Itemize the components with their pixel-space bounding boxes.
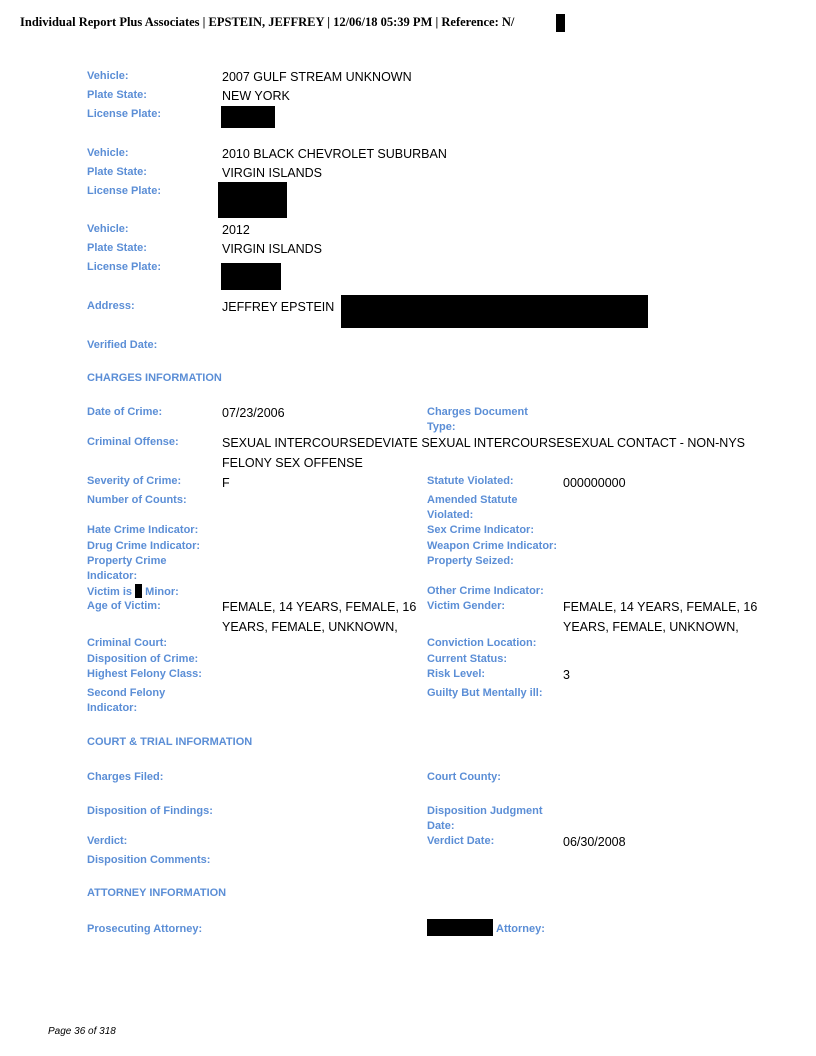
severity-label: Severity of Crime: [87, 475, 182, 487]
value-line: FEMALE, 14 YEARS, FEMALE, 16 [222, 600, 417, 614]
weapon-crime-label: Weapon Crime Indicator: [427, 540, 557, 552]
label-line: Type: [427, 421, 456, 433]
property-crime-label [87, 554, 166, 584]
section-title-attorney: ATTORNEY INFORMATION [87, 887, 227, 899]
section-title-charges: CHARGES INFORMATION [87, 372, 222, 384]
redaction-block [218, 182, 287, 218]
plate-state-label: Plate State: [87, 166, 147, 178]
address-value: JEFFREY EPSTEIN [222, 300, 335, 314]
charges-document-type-label [427, 405, 528, 435]
verdict-date-value: 06/30/2008 [563, 835, 626, 849]
second-felony-label [87, 686, 165, 716]
current-status-label: Current Status: [427, 653, 508, 665]
disposition-of-crime-label: Disposition of Crime: [87, 653, 199, 665]
redaction-block [556, 14, 565, 32]
label-part: Minor: [145, 586, 179, 598]
conviction-location-label: Conviction Location: [427, 637, 537, 649]
redaction-block [427, 919, 493, 936]
disposition-judgment-label [427, 804, 543, 834]
offense-line: SEXUAL INTERCOURSEDEVIATE SEXUAL INTERCOURSESEXUAL CONTACT - NON-NYS [222, 436, 746, 450]
vehicle-value: 2007 GULF STREAM UNKNOWN [222, 70, 412, 84]
label-line: Charges Document [427, 406, 528, 418]
license-plate-label: License Plate: [87, 261, 161, 273]
page-number: Page 36 of 318 [48, 1026, 116, 1037]
plate-state-label: Plate State: [87, 89, 147, 101]
label-line: Amended Statute [427, 494, 518, 506]
charges-filed-label: Charges Filed: [87, 771, 164, 783]
criminal-offense-label: Criminal Offense: [87, 436, 179, 448]
value-line: YEARS, FEMALE, UNKNOWN, [222, 620, 398, 634]
value-line: FEMALE, 14 YEARS, FEMALE, 16 [563, 600, 758, 614]
label-line: Disposition Judgment [427, 805, 543, 817]
redaction-block [135, 584, 142, 598]
address-label: Address: [87, 300, 135, 312]
verdict-label: Verdict: [87, 835, 128, 847]
report-header: Individual Report Plus Associates | EPSTEIN, JEFFREY | 12/06/18 05:39 PM | Reference: N/ [20, 15, 515, 29]
vehicle-label: Vehicle: [87, 147, 129, 159]
highest-felony-class-label: Highest Felony Class: [87, 668, 202, 680]
section-title-court: COURT & TRIAL INFORMATION [87, 736, 253, 748]
vehicle-value: 2012 [222, 223, 250, 237]
offense-line: FELONY SEX OFFENSE [222, 456, 363, 470]
prosecuting-attorney-label: Prosecuting Attorney: [87, 923, 203, 935]
disposition-comments-label: Disposition Comments: [87, 854, 211, 866]
amended-statute-label [427, 493, 517, 523]
vehicle-label: Vehicle: [87, 223, 129, 235]
hate-crime-label: Hate Crime Indicator: [87, 524, 199, 536]
criminal-court-label: Criminal Court: [87, 637, 168, 649]
plate-state-value: VIRGIN ISLANDS [222, 242, 323, 256]
victim-gender-value [563, 597, 757, 637]
criminal-offense-value [222, 433, 745, 473]
severity-value: F [222, 476, 230, 490]
redaction-block [341, 295, 648, 328]
vehicle-value: 2010 BLACK CHEVROLET SUBURBAN [222, 147, 447, 161]
license-plate-label: License Plate: [87, 108, 161, 120]
verdict-date-label: Verdict Date: [427, 835, 495, 847]
age-of-victim-value [222, 597, 416, 637]
risk-level-label: Risk Level: [427, 668, 486, 680]
plate-state-label: Plate State: [87, 242, 147, 254]
vehicle-label: Vehicle: [87, 70, 129, 82]
drug-crime-label: Drug Crime Indicator: [87, 540, 201, 552]
risk-level-value: 3 [563, 668, 570, 682]
label-line: Violated: [427, 509, 474, 521]
label-line: Indicator: [87, 702, 138, 714]
label-line: Second Felony [87, 687, 166, 699]
date-of-crime-value: 07/23/2006 [222, 406, 285, 420]
property-seized-label: Property Seized: [427, 555, 514, 567]
verified-date-label: Verified Date: [87, 339, 158, 351]
victim-minor-label [87, 584, 179, 600]
value-line: YEARS, FEMALE, UNKNOWN, [563, 620, 739, 634]
statute-violated-label: Statute Violated: [427, 475, 514, 487]
label-line: Date: [427, 820, 455, 832]
defense-attorney-label: Attorney: [496, 923, 545, 935]
license-plate-label: License Plate: [87, 185, 161, 197]
plate-state-value: NEW YORK [222, 89, 290, 103]
guilty-mentally-ill-label: Guilty But Mentally ill: [427, 687, 543, 699]
redaction-block [221, 263, 281, 290]
court-county-label: Court County: [427, 771, 501, 783]
number-of-counts-label: Number of Counts: [87, 494, 187, 506]
redaction-block [221, 106, 275, 128]
label-line: Property Crime [87, 555, 167, 567]
date-of-crime-label: Date of Crime: [87, 406, 163, 418]
other-crime-label: Other Crime Indicator: [427, 585, 544, 597]
statute-violated-value: 000000000 [563, 476, 626, 490]
sex-crime-label: Sex Crime Indicator: [427, 524, 534, 536]
age-of-victim-label: Age of Victim: [87, 600, 161, 612]
victim-gender-label: Victim Gender: [427, 600, 506, 612]
disposition-findings-label: Disposition of Findings: [87, 805, 213, 817]
plate-state-value: VIRGIN ISLANDS [222, 166, 323, 180]
label-line: Indicator: [87, 570, 138, 582]
label-part: Victim is [87, 586, 133, 598]
